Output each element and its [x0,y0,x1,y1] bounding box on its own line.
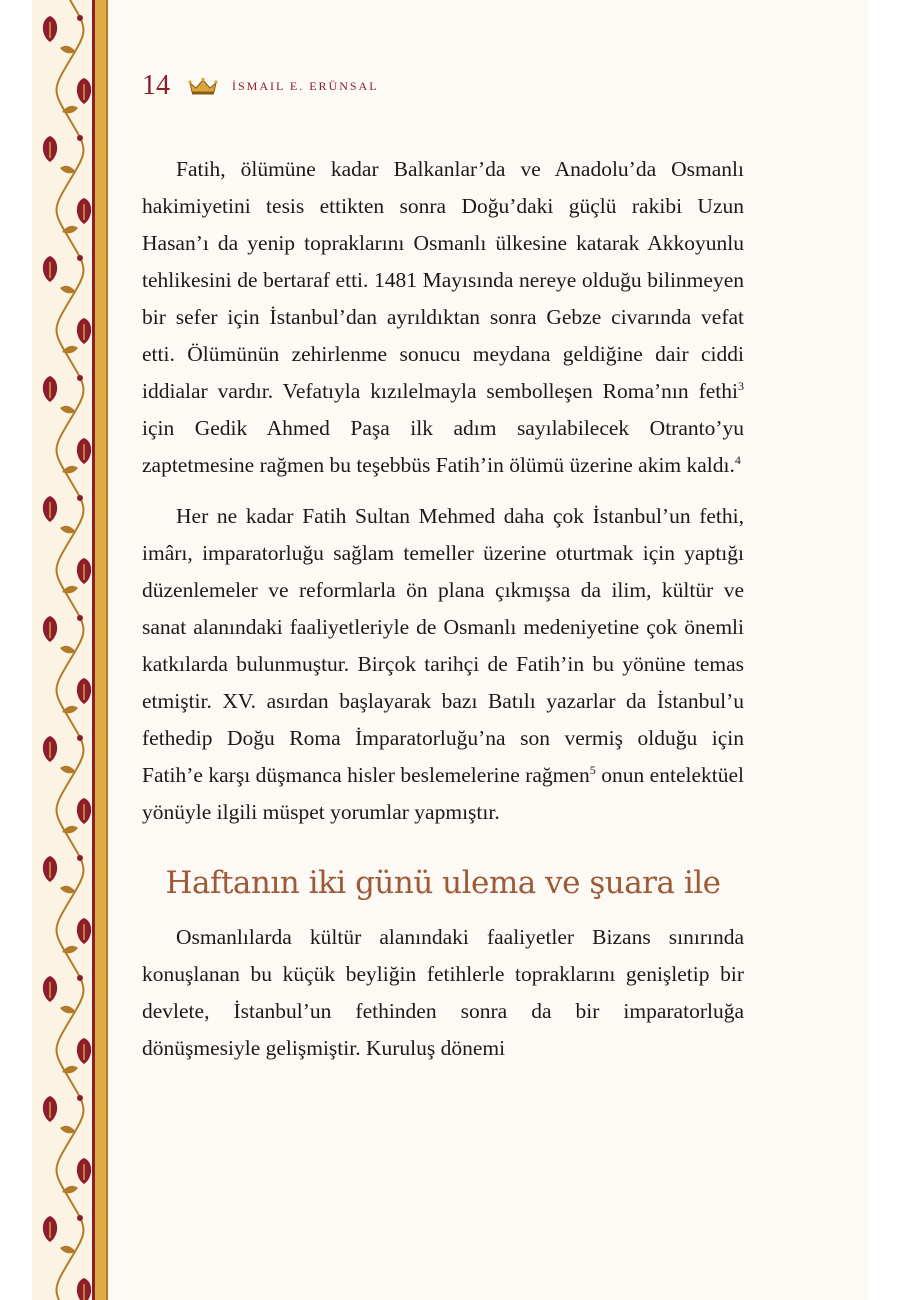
bud-motif [77,15,83,21]
main-text [142,151,744,1067]
footnote-marker: 4 [734,453,741,467]
bud-motif [77,135,83,141]
bud-motif [77,375,83,381]
bud-motif [77,255,83,261]
section-heading: Haftanın iki günü ulema ve şuara ile [165,865,721,901]
bud-motif [77,495,83,501]
paragraph-text: için Gedik Ahmed Paşa ilk adım sayılabilecek Otranto’yu zaptetmesine rağmen bu teşebbüs Fatih’in ölümü üzerine akim kaldı. [142,416,744,477]
paragraph-text: onun entelektüel yönüyle ilgili müspet yorumlar yapmıştır. [142,763,744,824]
paragraph-text: Her ne kadar Fatih Sultan Mehmed daha çok İstanbul’un fethi, imârı, imparatorluğu sağlam temeller üzerine oturtmak için yaptığı düzenlemeler ve reformlarla ön plana çıkmışsa da ilim, kültür ve sanat alanındaki faaliyetleriyle de Osmanlı medeniyetine çok önemli katkılarda bulunmuştur. Birçok tarihçi de Fatih’in bu yönüne temas etmiştir. XV. asırdan başlayarak bazı Batılı yazarlar da İstanbul’u fethedip Doğu Roma İmparatorluğu’na son vermiş olduğu için Fatih’e karşı düşmanca hisler beslemelerine rağmen [142,504,744,787]
bud-motif [77,1095,83,1101]
paragraph [142,919,744,1067]
paragraph-text: Fatih, ölümüne kadar Balkanlar’da ve Anadolu’da Osmanlı hakimiyetini tesis ettikten sonra Doğu’daki güçlü rakibi Uzun Hasan’ı da yenip topraklarını Osmanlı ülkesine katarak Akkoyunlu tehlikesini de bertaraf etti. 1481 Mayısında nereye olduğu bilinmeyen bir sefer için İstanbul’dan ayrıldıktan sonra Gebze civarında vefat etti. Ölümünün zehirlenme sonucu meydana geldiğine dair ciddi iddialar vardır. Vefatıyla kızılelmayla sembolleşen Roma’nın fethi [142,157,744,403]
paragraph-text: Osmanlılarda kültür alanındaki faaliyetler Bizans sınırında konuşlanan bu küçük beyliğin fetihlerle topraklarını genişletip bir devlete, İstanbul’un fethinden sonra da bir imparatorluğa dönüşmesiyle gelişmiştir. Kuruluş dönemi [142,925,744,1060]
bud-motif [77,1215,83,1221]
crown-icon [188,77,218,95]
bud-motif [77,735,83,741]
paragraph [142,498,744,831]
bud-motif [77,855,83,861]
bud-motif [77,615,83,621]
bud-motif [77,975,83,981]
running-header [142,66,379,106]
paragraph [142,151,744,484]
page-number: 14 [142,70,170,101]
footnote-marker: 5 [589,763,596,777]
footnote-marker: 3 [738,379,744,393]
floral-border [32,0,108,1300]
author-name: İSMAIL E. ERÜNSAL [232,78,379,93]
